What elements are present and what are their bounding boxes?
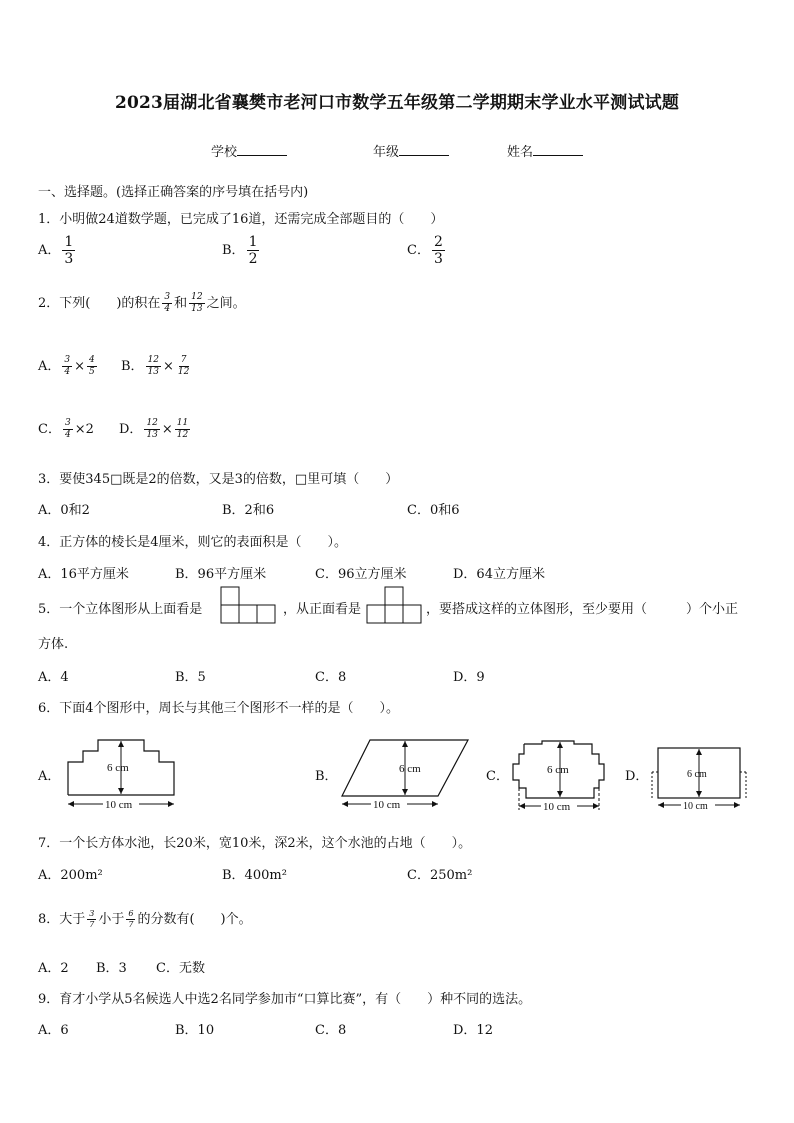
name-label: 姓名 [507,145,534,160]
q4-option-d: D．64立方厘米 [453,567,545,582]
grade-blank [399,143,449,156]
name-field [507,141,583,160]
q4-option-c: C．96立方厘米 [315,567,407,582]
q6-figure-c [510,740,610,814]
school-label: 学校 [211,145,238,160]
school-field [211,141,287,160]
question-4: 4．正方体的棱长是4厘米，则它的表面积是（ ）。 [38,535,348,550]
q6-d-width-label: 10 cm [683,801,708,812]
q9-option-d: D．12 [453,1023,493,1038]
q5-option-a: A．4 [38,670,69,685]
q3-option-a: A．0和2 [38,503,90,518]
q1-option-b: B． $\frac{1}{2}$ [222,234,258,267]
q2-option-c: C． $\frac{3}{4}$ ×2 [38,418,94,440]
question-5-part-4: 方体. [38,637,69,652]
question-2: 2．下列( )的积在 $\frac{3}{4}$ 和 $\frac{12}{13}$ 之间。 [38,292,246,314]
q2-option-a: A． $\frac{3}{4}$ × $\frac{4}{5}$ [38,355,95,377]
front-view-figure [367,587,422,625]
school-blank [237,143,287,156]
q6-figure-b [340,738,470,810]
q1-option-c: C． $\frac{2}{3}$ [407,234,443,267]
q3-option-b: B．2和6 [222,503,275,518]
q6-option-b-label: B． [315,769,338,784]
q6-figure-d [652,742,748,814]
q4-option-b: B．96平方厘米 [175,567,267,582]
q7-option-c: C．250m² [407,868,473,883]
q1-option-a: A． $\frac{1}{3}$ [38,234,74,267]
q7-option-b: B．400m² [222,868,287,883]
q5-option-d: D．9 [453,670,485,685]
question-9: 9．育才小学从5名候选人中选2名同学参加市“口算比赛”，有（ ）种不同的选法。 [38,992,532,1007]
q6-a-width-label: 10 cm [105,799,133,811]
q6-option-a-label: A． [38,769,61,784]
q3-option-c: C．0和6 [407,503,460,518]
q6-c-height-label: 6 cm [547,764,569,776]
q8-option-a: A．2 [38,961,69,976]
question-3: 3．要使345□既是2的倍数，又是3的倍数，□里可填（ ） [38,472,399,487]
name-blank [533,143,583,156]
q7-option-a: A．200m² [38,868,103,883]
q5-option-c: C．8 [315,670,347,685]
question-8: 8．大于 $\frac{3}{7}$ 小于 $\frac{6}{7}$ 的分数有( )个。 [38,909,252,929]
page-title: 2023届湖北省襄樊市老河口市数学五年级第二学期期末学业水平测试试题 [114,93,680,113]
grade-field [373,141,449,160]
q6-a-height-label: 6 cm [107,762,129,774]
question-5-part-2: ，从正面看是 [283,602,362,617]
q9-option-c: C．8 [315,1023,347,1038]
grade-label: 年级 [373,145,400,160]
q6-b-height-label: 6 cm [399,763,421,775]
q2-option-b: B． $\frac{12}{13}$ × $\frac{7}{12}$ [121,355,190,377]
q6-d-height-label: 6 cm [687,769,707,780]
q6-figure-a [66,738,176,810]
q4-option-a: A．16平方厘米 [38,567,129,582]
section-heading: 一、选择题。(选择正确答案的序号填在括号内) [38,185,309,200]
q9-option-a: A．6 [38,1023,69,1038]
q6-option-c-label: C． [486,769,509,784]
q6-option-d-label: D． [625,769,649,784]
question-5-part-3: ，要搭成这样的立体图形，至少要用（ ）个小正 [426,602,739,617]
top-view-figure [221,587,276,625]
question-7: 7．一个长方体水池，长20米，宽10米，深2米，这个水池的占地（ ）。 [38,836,472,851]
q8-option-b: B．3 [96,961,127,976]
q5-option-b: B．5 [175,670,206,685]
q8-option-c: C．无数 [156,961,205,976]
q9-option-b: B．10 [175,1023,215,1038]
q6-c-width-label: 10 cm [543,801,571,813]
q6-b-width-label: 10 cm [373,799,401,811]
question-1: 1．小明做24道数学题，已完成了16道，还需完成全部题目的（ ） [38,212,444,227]
question-5-part-1: 5．一个立体图形从上面看是 [38,602,203,617]
q2-option-d: D． $\frac{12}{13}$ × $\frac{11}{12}$ [119,418,189,440]
question-6: 6．下面4个图形中，周长与其他三个图形不一样的是（ ）。 [38,701,400,716]
